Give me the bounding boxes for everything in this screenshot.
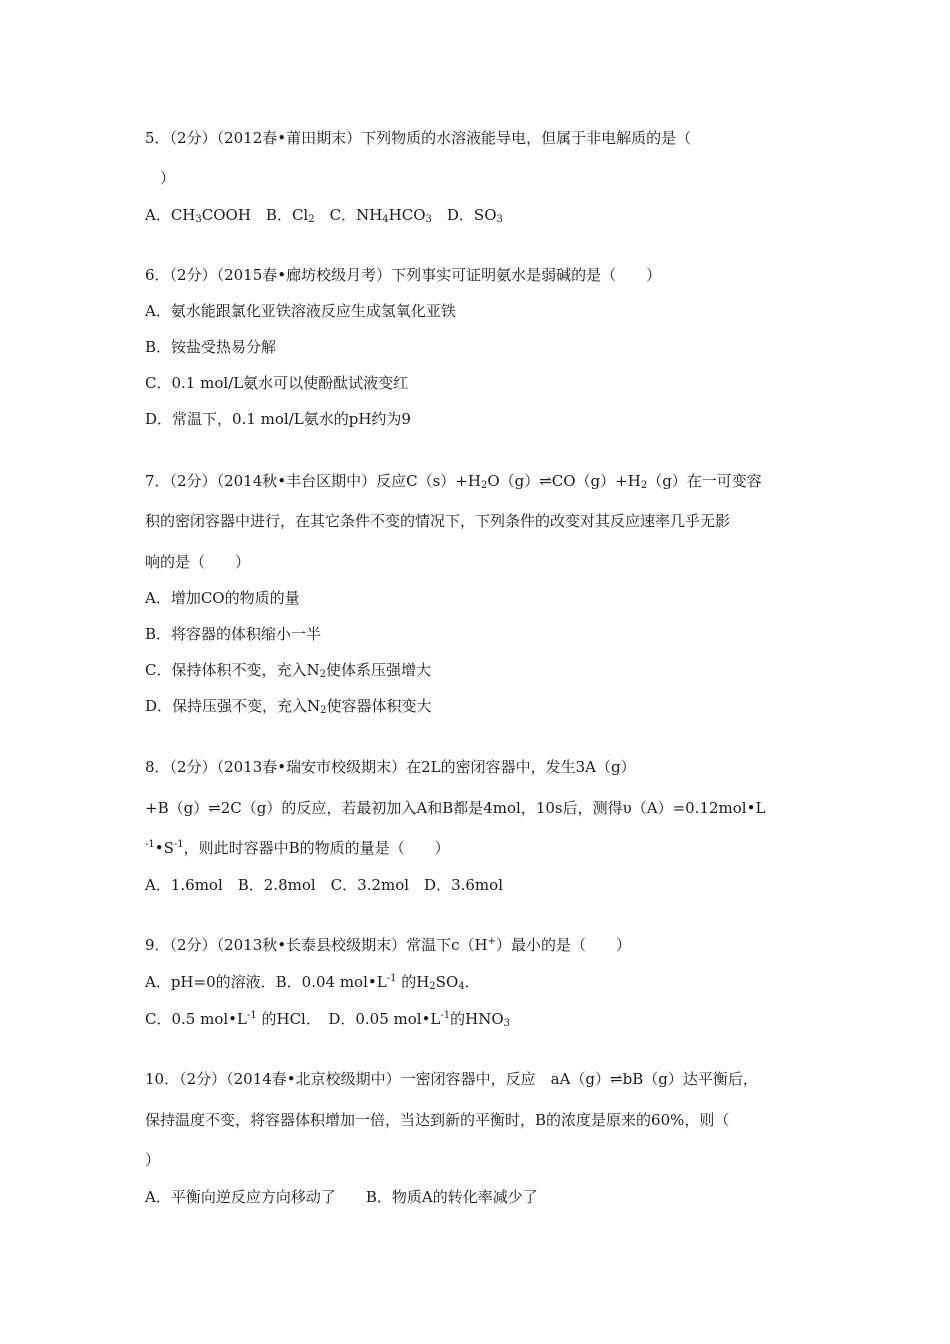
question-10-stem-line3: ） [145, 1151, 161, 1169]
question-9-options-ab: A．pH=0的溶液．B．0.04 $mol•L^{-1}$ 的$H_2SO_4$． [145, 973, 480, 992]
question-6-option-a: A．氨水能跟氯化亚铁溶液反应生成氢氧化亚铁 [145, 302, 456, 320]
question-8-stem-line3: $^{-1}•S^{-1}$，则此时容器中B的物质的量是（ ） [145, 839, 450, 857]
question-5-stem: 5．（2分）（2012春•莆田期末）下列物质的水溶液能导电，但属于非电解质的是（ [145, 129, 692, 147]
question-6-option-d: D．常温下，0.1 mol/L氨水的pH约为9 [145, 410, 411, 428]
question-7-stem-line2: 积的密闭容器中进行，在其它条件不变的情况下，下列条件的改变对其反应速率几乎无影 [145, 512, 731, 530]
question-8-stem: 8．（2分）（2013春•瑞安市校级期末）在2L的密闭容器中，发生3A（g） [145, 758, 636, 776]
question-7-option-d: D．保持压强不变，充入$N_2$使容器体积变大 [145, 697, 432, 716]
question-7-option-c: C．保持体积不变，充入$N_2$使体系压强增大 [145, 661, 431, 680]
question-8-stem-line2: +B（g）⇌2C（g）的反应，若最初加入A和B都是4mol，10s后，测得υ（A）=0.12mol•L [145, 799, 766, 817]
question-10-options-ab: A．平衡向逆反应方向移动了 B．物质A的转化率减少了 [145, 1188, 538, 1206]
question-9-stem: 9．（2分）（2013秋•长泰县校级期末）常温下c（H+）最小的是（ ） [145, 936, 631, 954]
question-7-option-a: A．增加CO的物质的量 [145, 589, 300, 607]
question-6-option-b: B．铵盐受热易分解 [145, 338, 277, 356]
question-5-options: A．$CH_3COOH$ B．$Cl_2$ C．$NH_4HCO_3$ D．$SO_3$ [145, 206, 503, 225]
question-9-options-cd: C．0.5 $mol•L^{-1}$ 的HCl． D．0.05 $mol•L^{-1}$的$HNO_3$ [145, 1010, 511, 1029]
question-6-option-c: C．0.1 mol/L氨水可以使酚酞试液变红 [145, 374, 409, 392]
question-7-option-b: B．将容器的体积缩小一半 [145, 625, 322, 643]
question-5-stem-cont: ） [160, 169, 176, 187]
question-10-stem-line2: 保持温度不变，将容器体积增加一倍，当达到新的平衡时，B的浓度是原来的60%，则（ [145, 1111, 730, 1129]
question-10-stem: 10．（2分）（2014春•北京校级期中）一密闭容器中，反应 aA（g）⇌bB（g）达平衡后， [145, 1070, 758, 1088]
question-7-stem: 7．（2分）（2014秋•丰台区期中）反应$C(s)+H_2O(g)\rightleftharpoons CO(g)+H_2(g)$在一可变容 [145, 472, 762, 491]
question-8-options: A．1.6mol B．2.8mol C．3.2mol D．3.6mol [145, 876, 503, 894]
question-6-stem: 6．（2分）（2015春•廊坊校级月考）下列事实可证明氨水是弱碱的是（ ） [145, 266, 662, 284]
question-7-stem-line3: 响的是（ ） [145, 553, 251, 571]
